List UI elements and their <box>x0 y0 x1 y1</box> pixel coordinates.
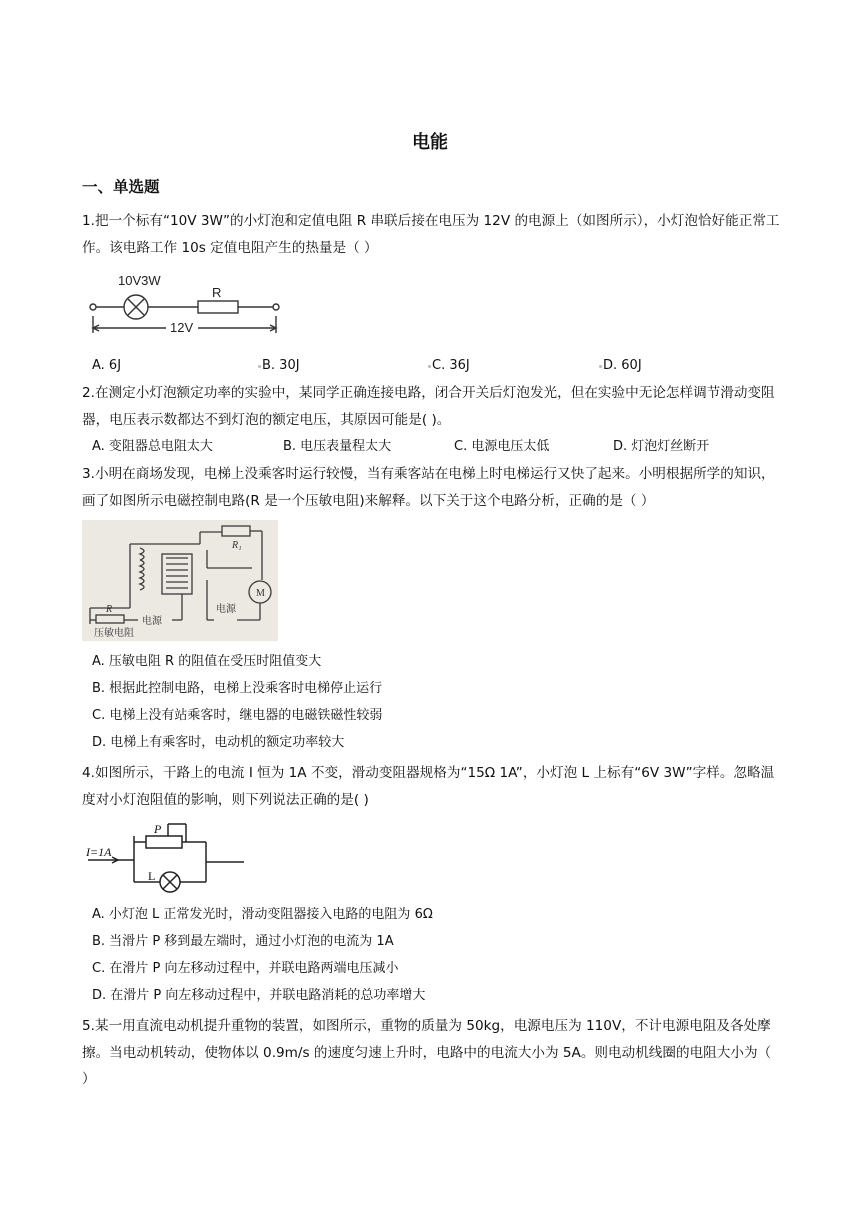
question-1-text: 1.把一个标有“10V 3W”的小灯泡和定值电阻 R 串联后接在电压为 12V 的电源上（如图所示），小灯泡恰好能正常工作。该电路工作 10s 定值电阻产生的热量是（ ） <box>82 213 780 256</box>
figure-label-r: R <box>106 604 113 615</box>
question-3-relay-circuit-figure <box>82 520 278 641</box>
figure-label-power-source-1: 电源 <box>142 616 162 627</box>
figure-label-lamp-l: L <box>148 869 156 883</box>
figure-label-power-source-2: 电源 <box>216 604 236 615</box>
question-2-option-a[interactable]: A. 变阻器总电阻太大 <box>92 439 213 454</box>
question-5-text: 5.某一用直流电动机提升重物的装置，如图所示，重物的质量为 50kg，电源电压为 110V，不计电源电阻及各处摩擦。当电动机转动，使物体以 0.9m/s 的速度匀速上升时，电路中的电流大小为 5A。则电动机线圈的电阻大小为（ ） <box>82 1018 772 1087</box>
figure-label-lamp-rating: 10V3W <box>118 273 161 288</box>
figure-label-r1: R₁ <box>232 540 242 551</box>
question-2-option-d[interactable]: D. 灯泡灯丝断开 <box>613 439 710 454</box>
option-marker-icon <box>428 365 431 368</box>
question-3-option-b[interactable]: B. 根据此控制电路，电梯上没乘客时电梯停止运行 <box>92 681 383 696</box>
page-title: 电能 <box>412 132 448 153</box>
figure-label-voltage: 12V <box>170 320 194 335</box>
question-4-option-c[interactable]: C. 在滑片 P 向左移动过程中，并联电路两端电压减小 <box>92 961 399 976</box>
figure-label-current: I=1A <box>86 845 112 859</box>
question-1-option-c[interactable]: C. 36J <box>432 358 470 373</box>
question-4-parallel-circuit-figure <box>86 814 246 894</box>
figure-label-motor: M <box>256 588 265 599</box>
figure-label-pressure-resistor: 压敏电阻 <box>94 628 134 639</box>
question-3-option-a[interactable]: A. 压敏电阻 R 的阻值在受压时阻值变大 <box>92 654 322 669</box>
question-2-text: 2.在测定小灯泡额定功率的实验中，某同学正确连接电路，闭合开关后灯泡发光，但在实验中无论怎样调节滑动变阻器，电压表示数都达不到灯泡的额定电压，其原因可能是( )。 <box>82 385 775 428</box>
option-marker-icon <box>258 365 261 368</box>
figure-label-resistor: R <box>212 285 222 300</box>
question-1-circuit-figure <box>86 268 286 338</box>
question-3-text: 3.小明在商场发现，电梯上没乘客时运行较慢，当有乘客站在电梯上时电梯运行又快了起来。小明根据所学的知识，画了如图所示电磁控制电路(R 是一个压敏电阻)来解释。以下关于这个电路分析，正确的是（ ） <box>82 466 775 509</box>
question-1-option-d[interactable]: D. 60J <box>603 358 642 373</box>
option-marker-icon <box>599 365 602 368</box>
section-heading: 一、单选题 <box>82 178 160 196</box>
question-2-option-c[interactable]: C. 电源电压太低 <box>454 439 550 454</box>
figure-label-slider-p: P <box>154 822 162 836</box>
question-4-option-a[interactable]: A. 小灯泡 L 正常发光时，滑动变阻器接入电路的电阻为 6Ω <box>92 907 433 922</box>
question-2-option-b[interactable]: B. 电压表量程太大 <box>283 439 392 454</box>
question-4-option-d[interactable]: D. 在滑片 P 向左移动过程中，并联电路消耗的总功率增大 <box>92 988 426 1003</box>
question-3-option-c[interactable]: C. 电梯上没有站乘客时，继电器的电磁铁磁性较弱 <box>92 708 383 723</box>
question-1-option-b[interactable]: B. 30J <box>262 358 300 373</box>
question-1-option-a[interactable]: A. 6J <box>92 358 122 373</box>
question-4-option-b[interactable]: B. 当滑片 P 移到最左端时，通过小灯泡的电流为 1A <box>92 934 394 949</box>
question-3-option-d[interactable]: D. 电梯上有乘客时，电动机的额定功率较大 <box>92 735 345 750</box>
question-4-text: 4.如图所示，干路上的电流 I 恒为 1A 不变，滑动变阻器规格为“15Ω 1A”，小灯泡 L 上标有“6V 3W”字样。忽略温度对小灯泡阻值的影响，则下列说法正确的是( ) <box>82 765 775 808</box>
